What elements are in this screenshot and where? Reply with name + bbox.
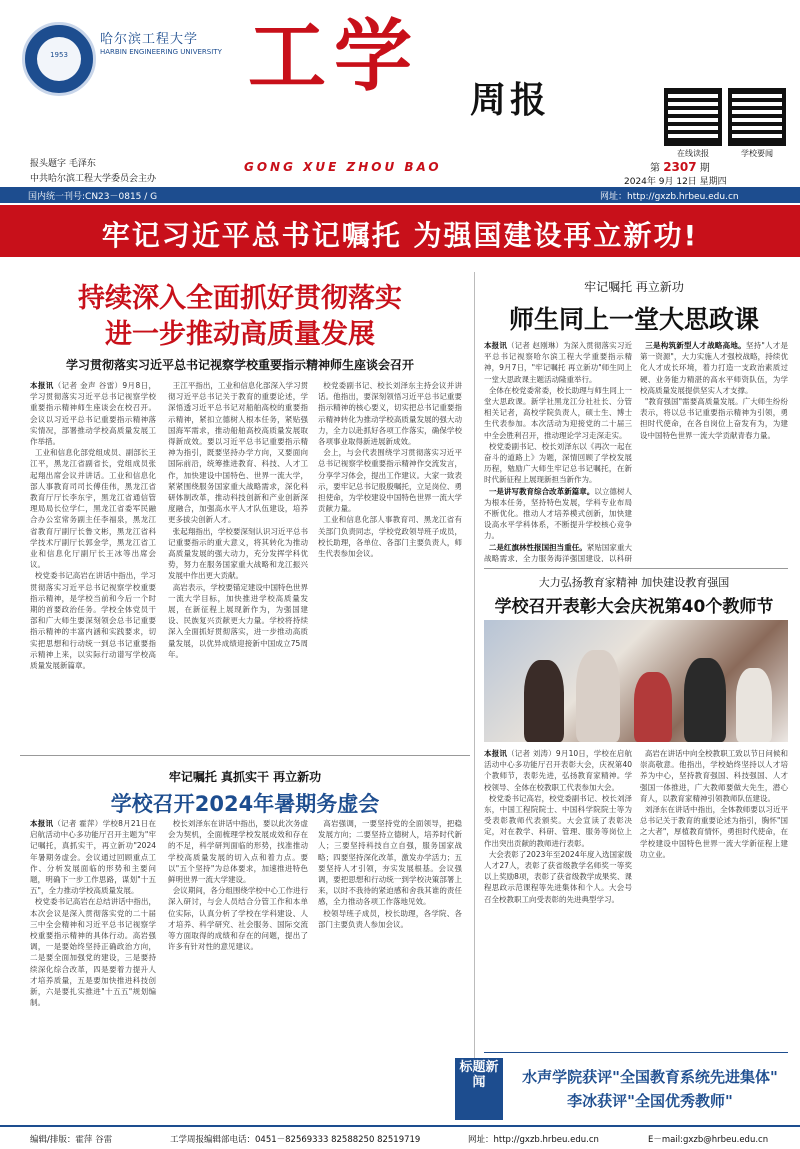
right-article-col2: 三是构筑新型人才战略高地。坚持"人才是第一资源"，大力实施人才强校战略，持续优化人才成长环境，着力打造一支政治素质过硬、业务能力精湛的高水平师资队伍，为学校高质量发展提供坚实人才支撑。 "教育强国"需要高质量发展。广大师生纷纷表示，将以总书记重要指示精神为引领，勇担时代使命，在各自岗位上奋发有为，为建设中国特色世界一流大学贡献青春力量。	[640, 341, 788, 440]
summer-article-col3: 高岩强调，一要坚持党的全面领导，把稳发展方向；二要坚持立德树人，培养时代新人；三要坚持科技自立自强，服务国家战略；四要坚持深化改革，激发办学活力；五要坚持人才引领，夯实发展根基。会议强调，要把思想和行动统一到学校决策部署上来，以时不我待的紧迫感和舍我其谁的责任感，全力推动各项工作落地见效。 校领导班子成员，校长助理，各学院、各部门主要负责人参加会议。	[318, 819, 462, 929]
logo-emblem-icon	[37, 37, 81, 81]
lead-article-col3: 校党委副书记、校长刘泽东主持会议并讲话。他指出，要深刻领悟习近平总书记重要指示精神的核心要义，切实把总书记重要指示精神转化为推动学校高质量发展的强大动力，全力以赴抓好各项工作落实，确保学校各项事业取得新进展新成效。 会上，与会代表围绕学习贯彻落实习近平总书记视察学校重要指示精神作交流发言，分享学习体会，提出工作建议。大家一致表示，要牢记总书记殷殷嘱托，立足岗位、勇担使命，为学校建设中国特色世界一流大学贡献力量。 工业和信息化部人事教育司、黑龙江省有关部门负责同志，学校党政领导班子成员，校长助理，各单位、各部门主要负责人，师生代表参加会议。	[318, 381, 462, 559]
newspaper-pinyin: GONG XUE ZHOU BAO	[244, 160, 442, 174]
logo-year: 1953	[50, 51, 68, 59]
news-flash-line2[interactable]: 李冰获评"全国优秀教师"	[567, 1092, 733, 1110]
inscription-credit: 报头题字 毛泽东	[30, 159, 96, 169]
newspaper-title: 工学	[248, 11, 421, 102]
lead-headline-line1: 持续深入全面抓好贯彻落实	[78, 283, 402, 314]
footer-website[interactable]: 网址：http://gxzb.hrbeu.edu.cn	[468, 1135, 599, 1145]
newspaper-subtitle: 周报	[470, 80, 551, 121]
masthead-info-bar	[0, 187, 800, 203]
footer-editors: 编辑/排版：霍萍 谷雷	[30, 1135, 113, 1145]
footer-address: 工学周报编辑部电话：0451－82569333 82588250 82519719	[170, 1135, 421, 1145]
footer-email[interactable]: E－mail:gxzb@hrbeu.edu.cn	[648, 1135, 769, 1145]
school-name-en: HARBIN ENGINEERING UNIVERSITY	[100, 48, 222, 56]
column-divider	[474, 272, 475, 1118]
qr-code-icon[interactable]	[728, 88, 786, 146]
qr-label-online: 在线读报	[677, 149, 709, 158]
summer-meeting-headline: 学校召开2024年暑期务虚会	[110, 792, 380, 816]
lead-subheadline: 学习贯彻落实习近平总书记视察学校重要指示精神师生座谈会召开	[65, 358, 414, 372]
issue-number: 第 2307 期	[650, 160, 710, 174]
headline-banner	[0, 205, 800, 257]
news-flash-tag: 标题新闻	[455, 1058, 503, 1120]
teachers-day-photo	[484, 620, 788, 742]
banner-text: 牢记习近平总书记嘱托 为强国建设再立新功!	[101, 219, 699, 252]
cn-code: 国内统一刊号:CN23－0815 / G	[28, 192, 158, 202]
masthead-website[interactable]: 网址：http://gxzb.hrbeu.edu.cn	[600, 192, 739, 202]
lead-article-col1: 本报讯（记者 金声 谷雷）9月8日，学习贯彻落实习近平总书记视察学校重要指示精神师生座谈会在校召开。会议以习近平总书记重要指示精神落实情况，部署推动学校高质量发展工作举措。 工业和信息化部党组成员、副部长王江平，黑龙江省副省长，党组成员张起翔出席会议并讲话。工业和信息化部人事教育司司长傅佳伟，黑龙江省教育厅厅长李东宇，黑龙江省通信管理局局长位学仁，黑龙江省委军民融合办公室常务副主任李福泉，黑龙江省教育厅副厅长鲁文彬，黑龙江省科学技术厅副厅长郭金学，黑龙江省工业和信息化厅副厅长王冰等出席会议。 校党委书记高岩在讲话中指出，学习贯彻落实习近平总书记视察学校重要指示精神，是学校当前和今后一个时期的首要政治任务。学校全体党员干部和广大师生要深刻领会总书记重要指示精神的丰富内涵和实践要求，切实把思想和行动统一到总书记重要指示精神上来，以实际行动谱写学校高质量发展新篇章。	[30, 381, 156, 671]
teachers-day-col1: 本报讯（记者 刘涛）9月10日，学校在启航活动中心多功能厅召开表彰大会，庆祝第40个教师节，表彰先进，弘扬教育家精神。学校领导、全体在校教职工代表参加大会。 校党委书记高岩，校党委副书记、校长刘泽东，中国工程院院士、中国科学院院士等为受表彰教师代表颁奖。大会宣读了表彰决定，对在教学、科研、管理、服务等岗位上作出突出贡献的教师进行表彰。 大会表彰了2023年至2024年度入选国家级人才27人，表彰了获省级教学名师奖一等奖以上奖励8项，表彰了获省级教学成果奖、课程思政示范课程等先进集体和个人。大会号召全校教职工向受表彰的先进典型学习。	[484, 749, 632, 904]
right-article-col1: 本报讯（记者 赵刚琳）为深入贯彻落实习近平总书记视察哈尔滨工程大学重要指示精神，9月7日，"牢记嘱托 再立新功"师生同上一堂大思政课主题活动隆重举行。 全体在校党委常委，校长助理与师生同上一堂大思政课。新学社黑龙江分社社长、分管相关记者，高校学院负责人，硕士生、博士生代表参加。本次活动为迎接党的二十届三中全会胜利召开，推动理论学习走深走实。 校党委副书记、校长刘泽东以《再次一起在奋斗的道路上》为题，深情回顾了学校发展历程，勉励广大师生牢记总书记嘱托，在新时代新征程上展现新担当新作为。 一是讲写教育综合改革新篇章。以立德树人为根本任务，坚持特色发展，学科专业布局不断优化。推动人才培养模式创新，加快建设高水平学科体系，不断提升学校核心竞争力。 二是红旗林性报国担当重任。紧贴国家重大战略需求，全力服务海洋强国建设，以科研	[484, 341, 632, 562]
teachers-day-col2: 高岩在讲话中向全校教职工致以节日问候和崇高敬意。他指出，学校始终坚持以人才培养为中心，坚持教育强国、科技强国、人才强国一体推进，广大教师要做大先生，潜心育人，以教育家精神引领教师队伍建设。 刘泽东在讲话中指出，全体教师要以习近平总书记关于教育的重要论述为指引，胸怀"国之大者"，厚植教育情怀，勇担时代使命，在学校建设中国特色世界一流大学新征程上建功立业。	[640, 749, 788, 859]
qr-label-news: 学校要闻	[741, 149, 773, 158]
qr-code-icon[interactable]	[664, 88, 722, 146]
summer-article-col1: 本报讯（记者 霍萍）学校8月21日在启航活动中心多功能厅召开主题为"牢记嘱托，真抓实干，再立新功"2024年暑期务虚会。会议通过回顾重点工作、分析发展面临的形势和主要问题，明确下一步工作思路，谋划"十五五"，全力推动学校高质量发展。 校党委书记高岩在总结讲话中指出，本次会议是深入贯彻落实党的二十届三中全会精神和习近平总书记视察学校重要指示精神的具体行动。高岩强调，一是要始终坚持正确政治方向，二是要全面加强党的建设，三是要持续深化综合改革，四是要着力提升人才培养质量，五是要加快推进科技创新，六是要扎实推进"十五五"规划编制。	[30, 819, 156, 1008]
publisher: 中共哈尔滨工程大学委员会主办	[30, 174, 157, 184]
lead-headline-line2: 进一步推动高质量发展	[105, 319, 375, 350]
university-logo	[22, 22, 96, 96]
right-kicker: 牢记嘱托 再立新功	[584, 280, 684, 294]
issue-date: 2024年 9月 12日 星期四	[624, 177, 727, 187]
lead-article-col2: 王江平指出，工业和信息化部深入学习贯彻习近平总书记关于教育的重要论述，学深悟透习近平总书记对船舶高校的重要指示精神，紧扣立德树人根本任务，紧贴强国海军需求，推动船舶高校高质量发展取得新成效。要以习近平总书记重要指示精神为指引，既要坚持办学方向，又要面向国际前沿，统筹推进教育、科技、人才工作，加快建设中国特色、世界一流大学，紧紧围绕服务国家重大战略需求，深化科研体制改革，推动科技创新和产业创新深度融合，加强高水平人才队伍建设，培养更多拔尖创新人才。 张起翔指出，学校要深刻认识习近平总书记重要指示的重大意义，将其转化为推动高质量发展的强大动力，充分发挥学科优势，努力在服务国家重大战略和龙江振兴发展中作出更大贡献。 高岩表示，学校要锚定建设中国特色世界一流大学目标，加快推进学校高质量发展，在新征程上展现新作为，为强国建设、民族复兴贡献更大力量。学校将持续深入全面抓好贯彻落实，进一步推动高质量发展，以优异成绩迎接新中国成立75周年。	[168, 381, 308, 659]
teachers-day-headline: 学校召开表彰大会庆祝第40个教师节	[494, 597, 774, 617]
news-flash-line1[interactable]: 水声学院获评"全国教育系统先进集体"	[522, 1068, 778, 1086]
summer-meeting-kicker: 牢记嘱托 真抓实干 再立新功	[168, 770, 322, 784]
right-headline: 师生同上一堂大思政课	[508, 305, 759, 334]
summer-article-col2: 校长刘泽东在讲话中指出，要以此次务虚会为契机，全面梳理学校发展成效和存在的不足，科学研判面临的形势，找准推动学校高质量发展的切入点和着力点。要以"五个坚持"为总体要求，加速推进特色鲜明世界一流大学建设。 会议期间，各分组围绕学校中心工作进行深入研讨，与会人员结合分管工作和本单位实际，认真分析了学校在学科建设、人才培养、科学研究、社会服务、国际交流等方面取得的成绩和存在的问题，提出了许多有针对性的意见建议。	[168, 819, 308, 952]
school-name: 哈尔滨工程大学	[100, 32, 199, 47]
news-flash-rule	[484, 1052, 788, 1053]
footer	[0, 1125, 800, 1149]
section-divider	[20, 755, 470, 756]
teachers-day-kicker: 大力弘扬教育家精神 加快建设教育强国	[538, 576, 730, 589]
section-divider	[484, 568, 788, 569]
